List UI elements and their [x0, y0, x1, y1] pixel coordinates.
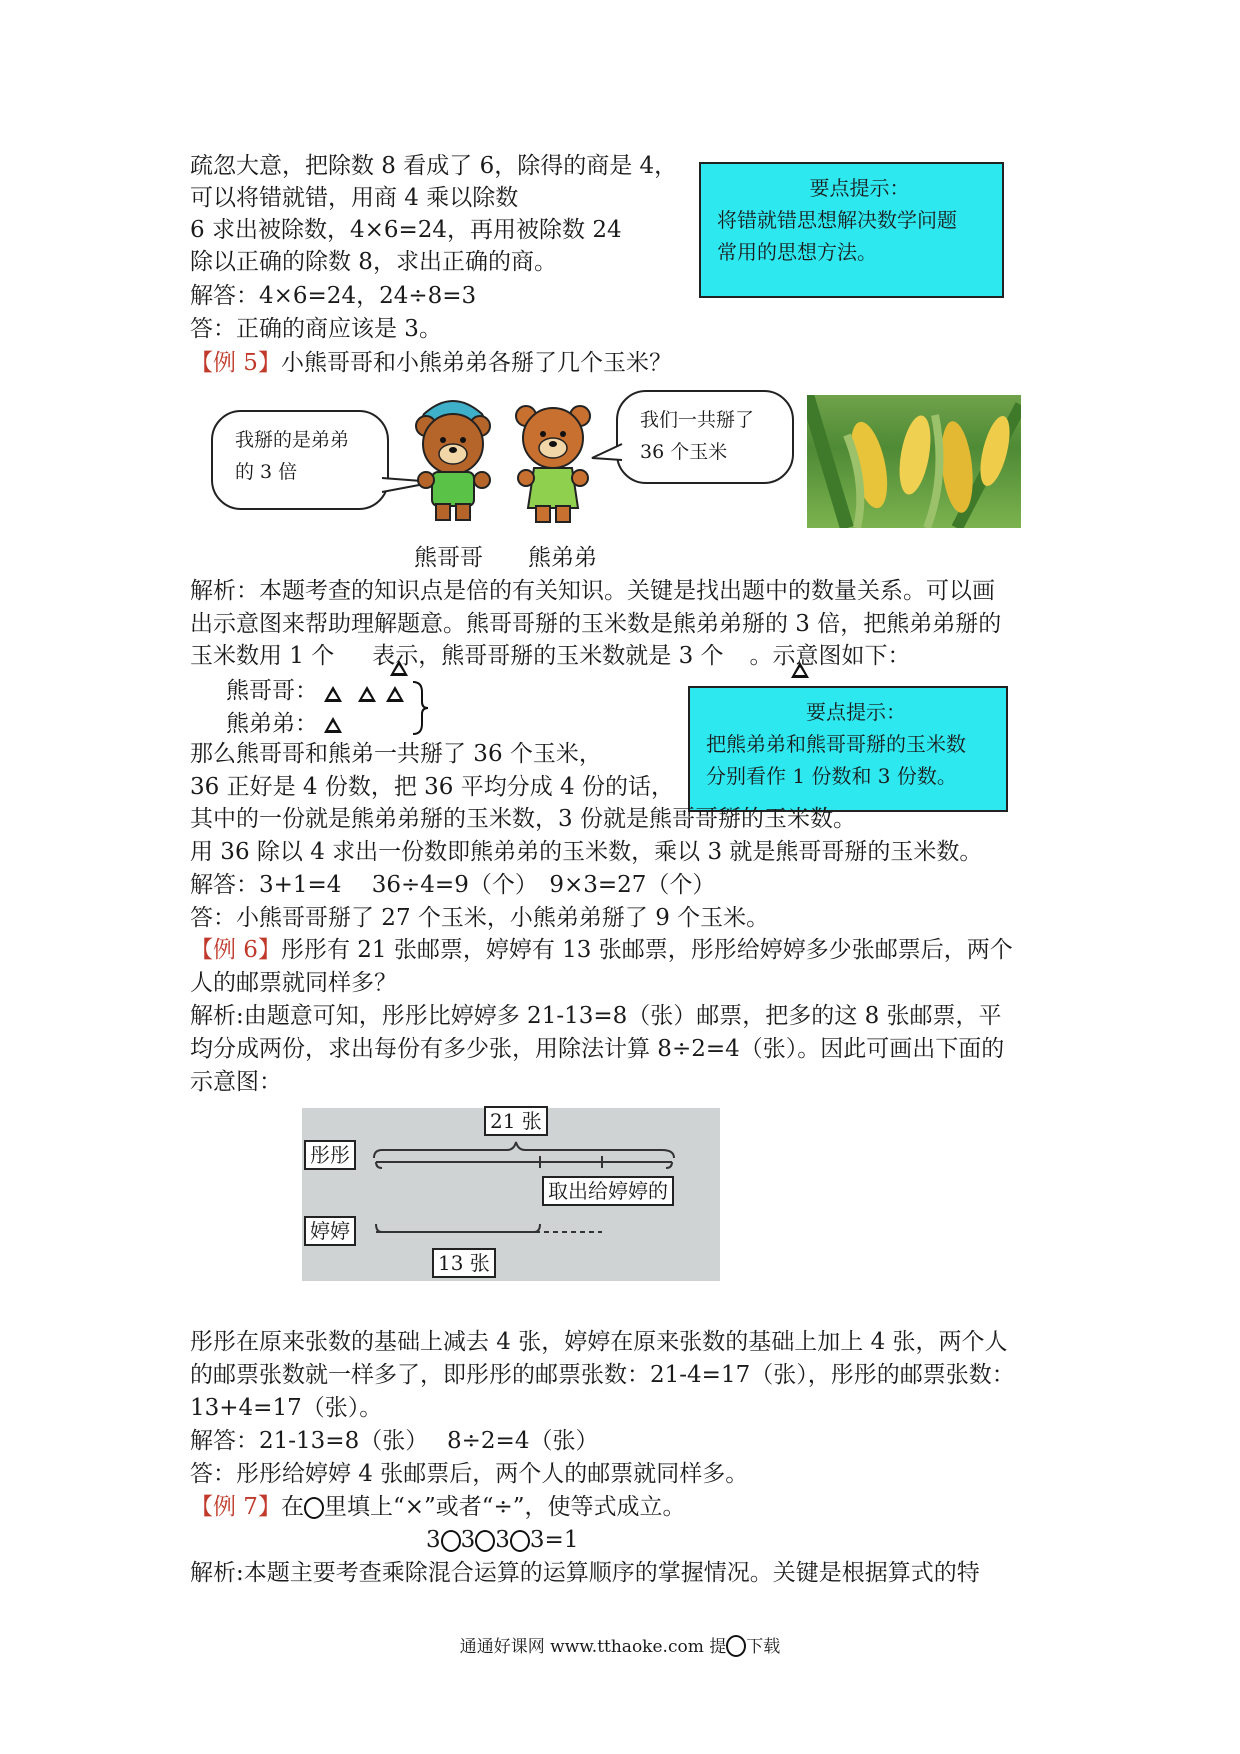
example-5-heading [190, 347, 672, 380]
footer-text: 通通好课网 www.tthaoke.com 提 [459, 1637, 727, 1657]
text-line: 疏忽大意，把除数 8 看成了 6，除得的商是 4， [190, 153, 678, 179]
text-span: 表示，熊哥哥掰的玉米数就是 3 个 [372, 643, 724, 669]
example-tag: 【例 7】 [190, 1494, 281, 1520]
corn-photo [807, 395, 1021, 528]
bear-label: 熊哥哥 [414, 545, 483, 571]
tip-body: 分别看作 1 份数和 3 份数。 [706, 764, 957, 788]
tip-box-1 [699, 162, 1004, 298]
example-tag: 【例 6】 [190, 937, 281, 963]
bubble-tail-icon [590, 440, 624, 470]
circle-blank-icon [304, 1497, 324, 1519]
triangle-icon [324, 686, 342, 702]
text-line: 那么熊哥哥和熊弟一共掰了 36 个玉米， [190, 741, 602, 767]
text-line: 除以正确的除数 8，求出正确的商。 [190, 249, 557, 275]
text-line: 答：小熊哥哥掰了 27 个玉米，小熊弟弟掰了 9 个玉米。 [190, 905, 770, 931]
circle-blank-icon [510, 1530, 530, 1552]
diagram-label-21: 21 张 [484, 1106, 548, 1136]
diagram-label: 熊弟弟： [226, 711, 318, 737]
bubble-text: 的 3 倍 [235, 461, 298, 483]
triangle-icon [386, 686, 404, 702]
bubble-text: 我们一共掰了 [640, 409, 755, 431]
triangle-icon [791, 662, 809, 678]
text-line: 的邮票张数就一样多了，即彤彤的邮票张数：21-4=17（张），彤彤的邮票张数： [190, 1362, 1015, 1388]
tip-body: 把熊弟弟和熊哥哥掰的玉米数 [706, 732, 966, 756]
footer-text: 下载 [746, 1637, 781, 1657]
text-line: 出示意图来帮助理解题意。熊哥哥掰的玉米数是熊弟弟掰的 3 倍，把熊弟弟掰的 [190, 611, 1002, 637]
page-footer [0, 1632, 1240, 1657]
tip-body: 常用的思想方法。 [717, 240, 877, 264]
text-line: 解析:本题主要考查乘除混合运算的运算顺序的掌握情况。关键是根据算式的特 [190, 1560, 980, 1586]
bubble-text: 我掰的是弟弟 [235, 429, 350, 451]
bubble-text: 36 个玉米 [640, 441, 728, 463]
text-line: 答：正确的商应该是 3。 [190, 316, 442, 342]
text-line: 解答：21-13=8（张） 8÷2=4（张） [190, 1428, 599, 1454]
example-tag: 【例 5】 [190, 350, 281, 376]
tip-title: 要点提示： [809, 176, 910, 200]
brace-icon [410, 680, 430, 736]
text-span: 在 [280, 1494, 304, 1520]
tip-title: 要点提示： [806, 700, 906, 724]
bear-gege-icon [410, 392, 496, 528]
circle-blank-icon [441, 1530, 461, 1552]
circle-blank-icon [475, 1530, 495, 1552]
text-line: 解答：3+1=4 36÷4=9（个） 9×3=27（个） [190, 872, 716, 898]
triangle-icon [390, 660, 408, 676]
text-span: 。示意图如下： [749, 643, 911, 669]
diagram-label-tingting: 婷婷 [304, 1216, 356, 1246]
text-line: 答：彤彤给婷婷 4 张邮票后，两个人的邮票就同样多。 [190, 1461, 749, 1487]
text-line: 6 求出被除数，4×6=24，再用被除数 24 [190, 217, 622, 243]
text-line: 解答：4×6=24，24÷8=3 [190, 283, 477, 309]
text-line: 13+4=17（张）。 [190, 1395, 383, 1421]
equation-number: 3 [426, 1527, 441, 1553]
text-line: 均分成两份，求出每份有多少张，用除法计算 8÷2=4（张）。因此可画出下面的 [190, 1036, 1005, 1062]
text-span: 里填上“×”或者“÷”，使等式成立。 [323, 1494, 686, 1520]
equation [426, 1524, 578, 1557]
equation-end: 3=1 [529, 1527, 579, 1553]
diagram-label-give: 取出给婷婷的 [542, 1176, 674, 1206]
text-line: 解析:由题意可知，彤彤比婷婷多 21-13=8（张）邮票，把多的这 8 张邮票，平 [190, 1003, 1002, 1029]
question-text: 小熊哥哥和小熊弟弟各掰了几个玉米？ [280, 350, 672, 376]
text-line: 彤彤在原来张数的基础上减去 4 张，婷婷在原来张数的基础上加上 4 张，两个人 [190, 1329, 1008, 1355]
stamp-diagram [302, 1108, 720, 1281]
triangle-icon [358, 686, 376, 702]
speech-bubble-didi [616, 390, 794, 484]
text-line: 其中的一份就是熊弟弟掰的玉米数，3 份就是熊哥哥掰的玉米数。 [190, 806, 856, 832]
text-line: 示意图： [190, 1069, 282, 1095]
diagram-label: 熊哥哥： [226, 678, 318, 704]
corn-icon [807, 395, 1021, 528]
text-line: 用 36 除以 4 求出一份数即熊弟弟的玉米数，乘以 3 就是熊哥哥掰的玉米数。 [190, 839, 983, 865]
equation-number: 3 [460, 1527, 476, 1553]
circle-icon [726, 1635, 746, 1657]
example-6-heading [190, 934, 1013, 967]
text-span: 玉米数用 1 个 [190, 643, 335, 669]
triangle-icon [324, 717, 342, 733]
text-line: 可以将错就错，用商 4 乘以除数 [190, 185, 519, 211]
bear-label: 熊弟弟 [528, 545, 597, 571]
text-line: 人的邮票就同样多？ [190, 970, 397, 996]
speech-bubble-gege [211, 410, 389, 510]
text-line: 36 正好是 4 份数，把 36 平均分成 4 份的话， [190, 774, 674, 800]
diagram-label-tongtong: 彤彤 [304, 1140, 356, 1170]
tip-box-2 [688, 686, 1008, 812]
tip-body: 将错就错思想解决数学问题 [717, 208, 957, 232]
example-7-heading [190, 1491, 686, 1524]
diagram-label-13: 13 张 [432, 1248, 496, 1278]
text-line: 解析：本题考查的知识点是倍的有关知识。关键是找出题中的数量关系。可以画 [190, 578, 995, 604]
bear-didi-icon [512, 398, 594, 528]
equation-number: 3 [495, 1527, 510, 1553]
question-text: 彤彤有 21 张邮票，婷婷有 13 张邮票，彤彤给婷婷多少张邮票后，两个 [280, 937, 1013, 963]
